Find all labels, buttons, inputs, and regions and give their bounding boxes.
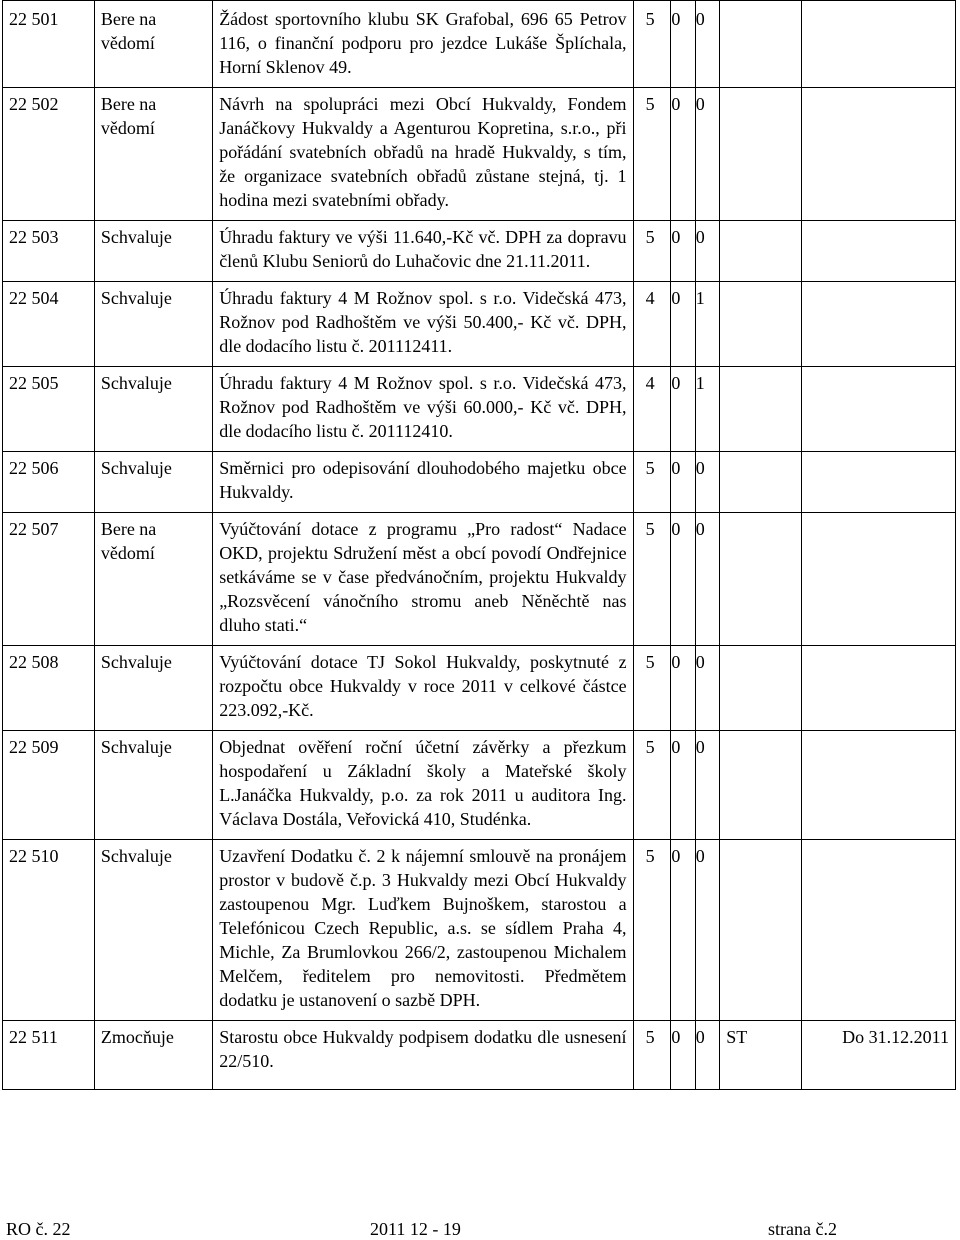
vote-abstain: 1 — [695, 282, 719, 367]
table-row — [3, 1021, 956, 1090]
vote-against: 0 — [671, 1, 695, 88]
resolution-action: Schvaluje — [94, 221, 212, 282]
vote-for: 4 — [633, 367, 671, 452]
resolution-action: Schvaluje — [94, 282, 212, 367]
deadline — [801, 452, 955, 513]
vote-for: 5 — [633, 731, 671, 840]
page-footer — [0, 1218, 960, 1240]
vote-abstain: 0 — [695, 731, 719, 840]
table-row — [3, 88, 956, 221]
vote-against: 0 — [671, 513, 695, 646]
resolution-action: Bere na vědomí — [94, 513, 212, 646]
resolution-number: 22 507 — [3, 513, 95, 646]
vote-for: 4 — [633, 282, 671, 367]
responsible-person — [720, 513, 802, 646]
responsible-person — [720, 367, 802, 452]
table-row — [3, 282, 956, 367]
resolution-action: Schvaluje — [94, 452, 212, 513]
table-row — [3, 367, 956, 452]
deadline — [801, 840, 955, 1021]
resolution-text: Vyúčtování dotace z programu „Pro radost“ Nadace OKD, projektu Sdružení měst a obcí povodí Ondřejnice setkáváme se v čase předvánočním, projektu Hukvaldy „Rozsvěcení vánočního stromu aneb Něněchtě nas dluho stati.“ — [213, 513, 633, 646]
resolution-text: Návrh na spolupráci mezi Obcí Hukvaldy, Fondem Janáčkovy Hukvaldy a Agenturou Kopretina, s.r.o., při pořádání svatebních obřadů na hradě Hukvaldy, s tím, že organizace svatebních obřadů zůstane stejná, tj. 1 hodina mezi svatebními obřady. — [213, 88, 633, 221]
responsible-person: ST — [720, 1021, 802, 1090]
responsible-person — [720, 452, 802, 513]
vote-for: 5 — [633, 646, 671, 731]
resolution-text: Úhradu faktury 4 M Rožnov spol. s r.o. Videčská 473, Rožnov pod Radhoštěm ve výši 60.000,- Kč vč. DPH, dle dodacího listu č. 201112410. — [213, 367, 633, 452]
table-row — [3, 731, 956, 840]
resolution-action: Schvaluje — [94, 840, 212, 1021]
vote-against: 0 — [671, 452, 695, 513]
footer-date: 2011 12 - 19 — [370, 1219, 461, 1239]
resolution-text: Úhradu faktury ve výši 11.640,-Kč vč. DPH za dopravu členů Klubu Seniorů do Luhačovic dne 21.11.2011. — [213, 221, 633, 282]
resolution-text: Vyúčtování dotace TJ Sokol Hukvaldy, poskytnuté z rozpočtu obce Hukvaldy v roce 2011 v celkové částce 223.092,-Kč. — [213, 646, 633, 731]
responsible-person — [720, 221, 802, 282]
resolution-action: Schvaluje — [94, 731, 212, 840]
vote-abstain: 0 — [695, 646, 719, 731]
resolution-action: Zmocňuje — [94, 1021, 212, 1090]
deadline — [801, 221, 955, 282]
vote-abstain: 0 — [695, 452, 719, 513]
resolution-number: 22 505 — [3, 367, 95, 452]
vote-against: 0 — [671, 1021, 695, 1090]
vote-for: 5 — [633, 840, 671, 1021]
vote-against: 0 — [671, 88, 695, 221]
resolution-action: Bere na vědomí — [94, 1, 212, 88]
resolution-text: Úhradu faktury 4 M Rožnov spol. s r.o. Videčská 473, Rožnov pod Radhoštěm ve výši 50.400,- Kč vč. DPH, dle dodacího listu č. 201112411. — [213, 282, 633, 367]
vote-abstain: 0 — [695, 1021, 719, 1090]
table-row — [3, 221, 956, 282]
resolution-number: 22 501 — [3, 1, 95, 88]
vote-for: 5 — [633, 452, 671, 513]
vote-for: 5 — [633, 1021, 671, 1090]
resolution-number: 22 511 — [3, 1021, 95, 1090]
table-row — [3, 646, 956, 731]
resolutions-table-body — [3, 1, 956, 1090]
resolution-number: 22 502 — [3, 88, 95, 221]
vote-for: 5 — [633, 221, 671, 282]
vote-against: 0 — [671, 221, 695, 282]
table-row — [3, 452, 956, 513]
vote-abstain: 1 — [695, 367, 719, 452]
responsible-person — [720, 840, 802, 1021]
vote-abstain: 0 — [695, 1, 719, 88]
resolution-number: 22 504 — [3, 282, 95, 367]
vote-abstain: 0 — [695, 221, 719, 282]
resolution-number: 22 510 — [3, 840, 95, 1021]
resolutions-table — [2, 0, 956, 1090]
vote-against: 0 — [671, 282, 695, 367]
vote-against: 0 — [671, 840, 695, 1021]
vote-for: 5 — [633, 88, 671, 221]
vote-for: 5 — [633, 513, 671, 646]
resolution-text: Objednat ověření roční účetní závěrky a přezkum hospodaření u Základní školy a Mateřské školy L.Janáčka Hukvaldy, p.o. za rok 2011 u auditora Ing. Václava Dostála, Veřovická 410, Studénka. — [213, 731, 633, 840]
resolution-number: 22 509 — [3, 731, 95, 840]
table-row — [3, 840, 956, 1021]
deadline — [801, 731, 955, 840]
deadline — [801, 646, 955, 731]
resolution-number: 22 508 — [3, 646, 95, 731]
vote-abstain: 0 — [695, 88, 719, 221]
deadline — [801, 367, 955, 452]
footer-meeting-number: RO č. 22 — [6, 1219, 71, 1239]
footer-page-number: strana č.2 — [768, 1219, 837, 1239]
resolution-text: Uzavření Dodatku č. 2 k nájemní smlouvě na pronájem prostor v budově č.p. 3 Hukvaldy mezi Obcí Hukvaldy zastoupenou Mgr. Luďkem Bujnoškem, starostou a Telefónicou Czech Republic, a.s. se sídlem Praha 4, Michle, Za Brumlovkou 266/2, zastoupenou Michalem Melčem, ředitelem pro nemovitosti. Předmětem dodatku je ustanovení o sazbě DPH. — [213, 840, 633, 1021]
responsible-person — [720, 646, 802, 731]
deadline — [801, 513, 955, 646]
resolution-number: 22 506 — [3, 452, 95, 513]
resolution-number: 22 503 — [3, 221, 95, 282]
responsible-person — [720, 731, 802, 840]
vote-against: 0 — [671, 731, 695, 840]
responsible-person — [720, 88, 802, 221]
vote-abstain: 0 — [695, 513, 719, 646]
resolution-text: Směrnici pro odepisování dlouhodobého majetku obce Hukvaldy. — [213, 452, 633, 513]
resolution-text: Žádost sportovního klubu SK Grafobal, 696 65 Petrov 116, o finanční podporu pro jezdce Lukáše Šplíchala, Horní Sklenov 49. — [213, 1, 633, 88]
deadline: Do 31.12.2011 — [801, 1021, 955, 1090]
responsible-person — [720, 1, 802, 88]
resolution-text: Starostu obce Hukvaldy podpisem dodatku dle usnesení 22/510. — [213, 1021, 633, 1090]
resolution-action: Schvaluje — [94, 367, 212, 452]
vote-against: 0 — [671, 646, 695, 731]
table-row — [3, 1, 956, 88]
deadline — [801, 1, 955, 88]
table-row — [3, 513, 956, 646]
resolution-action: Bere na vědomí — [94, 88, 212, 221]
vote-against: 0 — [671, 367, 695, 452]
vote-abstain: 0 — [695, 840, 719, 1021]
deadline — [801, 88, 955, 221]
responsible-person — [720, 282, 802, 367]
vote-for: 5 — [633, 1, 671, 88]
deadline — [801, 282, 955, 367]
resolution-action: Schvaluje — [94, 646, 212, 731]
